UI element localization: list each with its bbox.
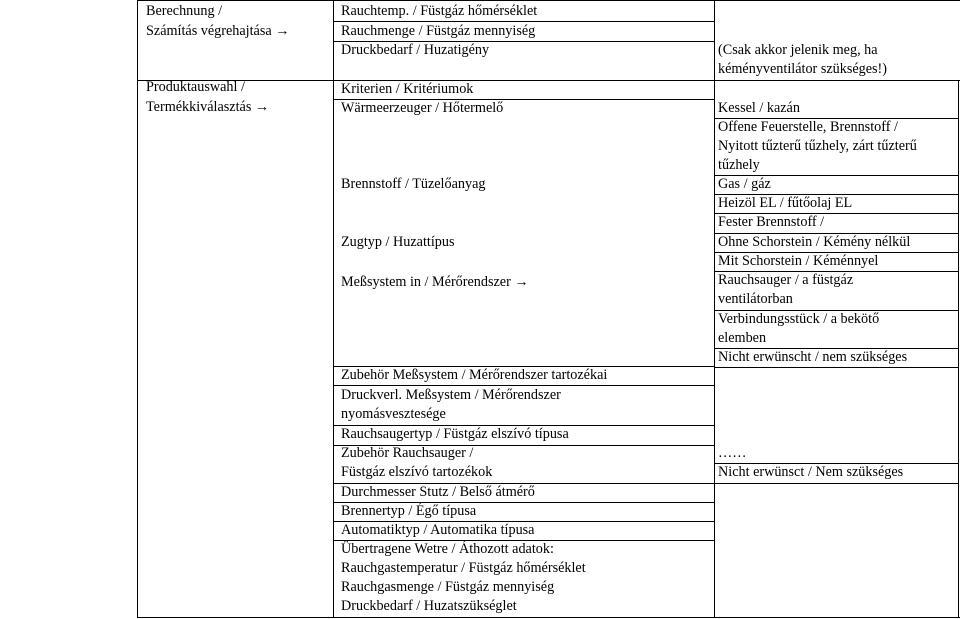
mid-item: Zubehör Rauchsauger / — [341, 445, 474, 461]
mid-item: Druckverl. Meßsystem / Mérőrendszer — [341, 387, 561, 403]
right-item: Gas / gáz — [718, 176, 771, 192]
row-line — [714, 367, 959, 368]
right-item: Fester Brennstoff / — [718, 214, 825, 230]
mid-item: Rauchtemp. / Füstgáz hőmérséklet — [341, 3, 538, 19]
calc-label-hu: Számítás végrehajtása → — [146, 23, 290, 39]
table-border-bottom — [137, 617, 960, 618]
arrow-right-icon: → — [254, 99, 270, 115]
mid-item: Meßsystem in / Mérőrendszer → — [341, 274, 529, 290]
column-divider-1 — [333, 0, 334, 618]
right-item: kéményventilátor szükséges!) — [718, 61, 888, 77]
mid-item: Übertragene Wetre / Áthozott adatok: — [341, 541, 554, 557]
product-label-de: Produktauswahl / — [146, 79, 245, 95]
right-item: Offene Feuerstelle, Brennstoff / — [718, 119, 898, 135]
arrow-right-icon: → — [275, 23, 290, 39]
mid-item: Brennstoff / Tüzelőanyag — [341, 176, 486, 192]
table-border-top — [137, 0, 960, 1]
mid-item: Druckbedarf / Huzatigény — [341, 42, 490, 58]
right-item: Mit Schorstein / Kéménnyel — [718, 253, 879, 269]
right-item: tűzhely — [718, 157, 760, 173]
mid-item: Zubehör Meßsystem / Mérőrendszer tartozékai — [341, 367, 608, 383]
mid-item: Wärmeerzeuger / Hőtermelő — [341, 100, 504, 116]
right-item: Verbindungsstück / a bekötő — [718, 311, 880, 327]
right-item: Heizöl EL / fűtőolaj EL — [718, 195, 853, 211]
mid-item: Zugtyp / Huzattípus — [341, 234, 455, 250]
mid-item: Druckbedarf / Huzatszükséglet — [341, 598, 517, 614]
right-item: (Csak akkor jelenik meg, ha — [718, 42, 878, 58]
right-item: elemben — [718, 330, 767, 346]
table-border-left — [137, 0, 138, 618]
right-item: ventilátorban — [718, 291, 793, 307]
arrow-right-icon: → — [514, 274, 529, 290]
right-item: Nicht erwünscht / nem szükséges — [718, 349, 908, 365]
mid-item: Automatiktyp / Automatika típusa — [341, 522, 535, 538]
section-divider — [137, 80, 960, 81]
mid-item: Brennertyp / Égő típusa — [341, 503, 477, 519]
right-item: Ohne Schorstein / Kémény nélkül — [718, 234, 911, 250]
mid-item: nyomásvesztesége — [341, 406, 446, 422]
mid-item: Rauchmenge / Füstgáz mennyiség — [341, 23, 536, 39]
row-line — [714, 483, 959, 484]
calc-label-de: Berechnung / — [146, 3, 223, 19]
mid-item: Rauchgasmenge / Füstgáz mennyiség — [341, 579, 555, 595]
mid-item: Rauchgastemperatur / Füstgáz hőmérséklet — [341, 560, 586, 576]
right-item: …… — [718, 445, 747, 461]
table-border-right — [958, 80, 959, 618]
mid-item: Durchmesser Stutz / Belső átmérő — [341, 484, 535, 500]
right-item: Kessel / kazán — [718, 100, 800, 116]
mid-item: Rauchsaugertyp / Füstgáz elszívó típusa — [341, 426, 569, 442]
column-divider-2 — [714, 0, 715, 618]
right-item: Rauchsauger / a füstgáz — [718, 272, 854, 288]
right-item: Nicht erwünsct / Nem szükséges — [718, 464, 904, 480]
mid-item: Kriterien / Kritériumok — [341, 81, 474, 97]
mid-item: Füstgáz elszívó tartozékok — [341, 464, 493, 480]
right-item: Nyitott tűzterű tűzhely, zárt tűzterű — [718, 138, 917, 154]
product-label-hu: Termékkiválasztás → — [146, 99, 270, 115]
